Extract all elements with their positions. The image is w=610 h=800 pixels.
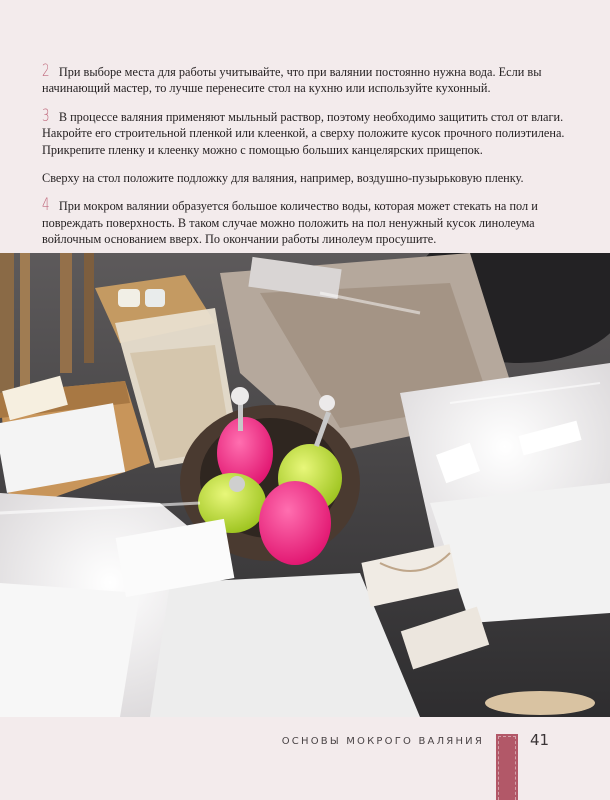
step-number: 4: [42, 195, 50, 216]
page-tab-ribbon: [496, 734, 518, 800]
paragraph-4: [42, 195, 572, 247]
photo-illustration: [0, 253, 610, 717]
paragraph-2: [42, 61, 572, 97]
felting-supplies-photo: [0, 253, 610, 717]
paragraph-3b: [42, 170, 572, 186]
step-number: 2: [42, 61, 50, 81]
body-text: [42, 61, 572, 260]
step-number: 3: [42, 105, 50, 126]
running-section-title: ОСНОВЫ МОКРОГО ВАЛЯНИЯ: [281, 736, 484, 747]
page-number: 41: [530, 731, 550, 749]
paragraph-3: [42, 105, 572, 158]
paragraph-text: В процессе валяния применяют мыльный раствор, поэтому необходимо защитить стол от влаги. Накройте его строительной пленкой или клеенкой, а сверху положите кусок прочного полиэтилена. Прикрепите пленку и клеенку можно с помощью больших канцелярских прищепок.: [42, 109, 565, 157]
paragraph-text: При мокром валянии образуется большое количество воды, которая может стекать на пол и повреждать поверхность. В таком случае можно положить на пол ненужный кусок линолеума войлочным основанием вверх. По окончании работы линолеум просушите.: [42, 199, 538, 247]
paragraph-text: При выборе места для работы учитывайте, что при валянии постоянно нужна вода. Если вы начинающий мастер, то лучше перенесите стол на кухню или используйте кухонный.: [42, 65, 542, 96]
paragraph-text: Сверху на стол положите подложку для валяния, например, воздушно-пузырьковую пленку.: [42, 171, 524, 186]
